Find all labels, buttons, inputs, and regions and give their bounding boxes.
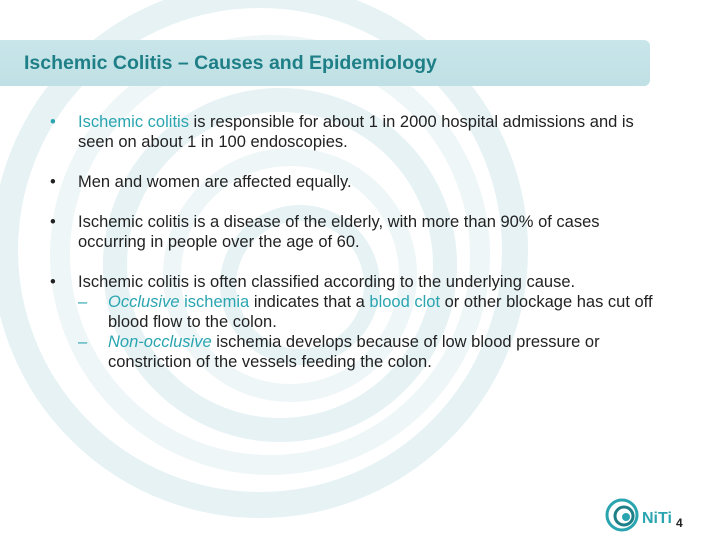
sub-bullet-highlight: ischemia: [179, 293, 250, 311]
bullet-dot: •: [50, 113, 56, 131]
sub-bullet-dash: –: [78, 333, 88, 351]
logo-text: NiTi: [642, 510, 672, 527]
bullet-text: Men and women are affected equally.: [78, 173, 352, 191]
sub-bullet-item: [78, 292, 658, 332]
sub-bullet-item: [78, 332, 658, 372]
niti-swirl-logo-icon: [604, 494, 684, 536]
bullet-dot: •: [50, 273, 56, 291]
sub-bullet-italic: Non-occlusive: [108, 333, 212, 351]
bullet-text: Ischemic colitis is a disease of the elderly, with more than 90% of cases occurring in people over the age of 60.: [78, 213, 600, 251]
slide-content: [48, 112, 658, 372]
sub-bullet-dash: –: [78, 293, 88, 311]
bullet-text: Ischemic colitis is often classified according to the underlying cause.: [78, 273, 576, 291]
bullet-dot: •: [50, 213, 56, 231]
bullet-item: [48, 112, 658, 152]
bullet-item: [48, 272, 658, 292]
sub-bullet-text: or other blockage has cut off blood flow to the colon.: [108, 293, 653, 331]
sub-bullet-text: ischemia develops because of low blood pressure or constriction of the vessels feeding the colon.: [108, 333, 600, 371]
blood-clot-link[interactable]: blood clot: [369, 293, 441, 311]
bullet-highlight: Ischemic colitis: [78, 113, 189, 131]
slide-title: Ischemic Colitis – Causes and Epidemiology: [24, 52, 437, 74]
bullet-item: [48, 172, 658, 192]
sub-bullet-text: indicates that a: [249, 293, 370, 311]
sub-bullet-italic: Occlusive: [108, 293, 180, 311]
bullet-item: [48, 212, 658, 252]
page-number: 4: [676, 516, 683, 530]
bullet-dot: •: [50, 173, 56, 191]
bullet-text: is responsible for about 1 in 2000 hospital admissions and is seen on about 1 in 100 endoscopies.: [78, 113, 634, 151]
